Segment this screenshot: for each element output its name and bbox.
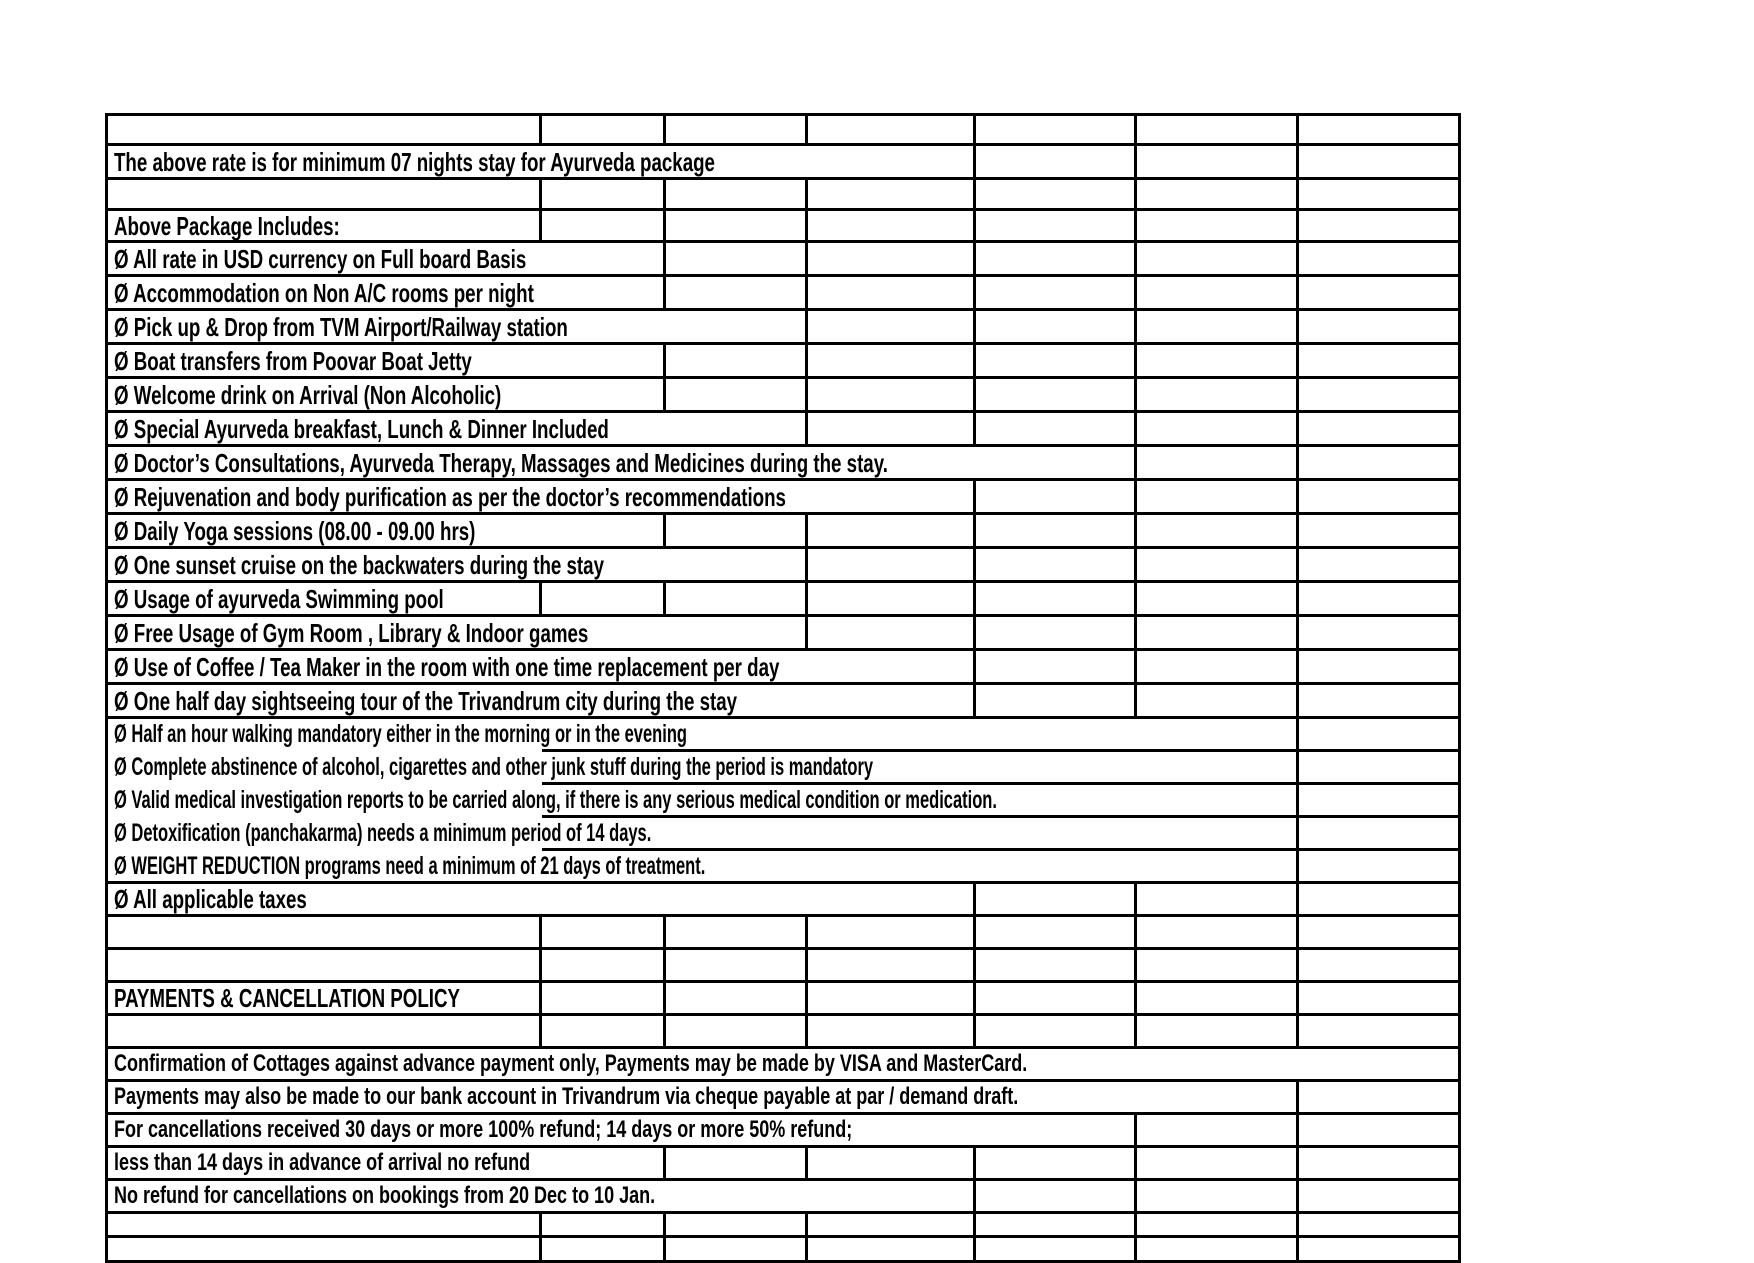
sheet-row — [108, 950, 1461, 983]
cell-text: less than 14 days in advance of arrival no refund — [114, 1149, 531, 1176]
grid-cell — [808, 116, 976, 146]
cell-text: Ø Doctor’s Consultations, Ayurveda Therapy, Massages and Medicines during the stay. — [114, 447, 888, 478]
cell-text: Ø Accommodation on Non A/C rooms per night — [114, 277, 534, 308]
grid-cell — [1299, 413, 1461, 447]
grid-cell — [666, 243, 808, 277]
sheet-row — [108, 345, 1461, 379]
text-cell — [108, 851, 1299, 884]
sheet-row — [108, 785, 1461, 818]
sheet-row — [108, 515, 1461, 549]
grid-cell — [666, 211, 808, 243]
grid-cell — [542, 583, 666, 617]
grid-cell — [976, 515, 1137, 549]
text-cell — [108, 752, 1299, 785]
sheet-row — [108, 1016, 1461, 1049]
grid-cell — [1137, 549, 1299, 583]
grid-cell — [1299, 1214, 1461, 1238]
text-cell — [108, 379, 666, 413]
text-cell — [108, 983, 542, 1016]
sheet-row — [108, 752, 1461, 785]
grid-cell — [1137, 617, 1299, 651]
grid-cell — [1299, 1238, 1461, 1263]
grid-cell — [542, 211, 666, 243]
grid-cell — [1299, 345, 1461, 379]
cell-text: Ø Complete abstinence of alcohol, cigarettes and other junk stuff during the period is mandatory — [114, 752, 874, 781]
grid-cell — [1137, 1148, 1299, 1181]
cell-text: PAYMENTS & CANCELLATION POLICY — [114, 983, 460, 1013]
grid-cell — [1299, 1082, 1461, 1115]
grid-cell — [108, 1214, 542, 1238]
grid-cell — [1299, 1148, 1461, 1181]
grid-cell — [1137, 180, 1299, 211]
grid-cell — [666, 345, 808, 379]
grid-cell — [976, 617, 1137, 651]
cell-text: Ø Free Usage of Gym Room , Library & Indoor games — [114, 617, 589, 648]
grid-cell — [976, 884, 1137, 917]
cell-text: Payments may also be made to our bank account in Trivandrum via cheque payable at par / demand draft. — [114, 1083, 1019, 1110]
text-cell — [108, 685, 976, 719]
grid-cell — [666, 1238, 808, 1263]
cell-text: Ø One sunset cruise on the backwaters during the stay — [114, 549, 604, 580]
grid-cell — [976, 180, 1137, 211]
text-cell — [108, 481, 976, 515]
grid-cell — [1299, 481, 1461, 515]
text-cell — [108, 1148, 666, 1181]
grid-cell — [1137, 447, 1299, 481]
grid-cell — [1299, 719, 1461, 752]
grid-cell — [1299, 1016, 1461, 1049]
grid-cell — [808, 211, 976, 243]
cell-text: Above Package Includes: — [114, 210, 340, 241]
grid-cell — [976, 983, 1137, 1016]
grid-cell — [1137, 277, 1299, 311]
grid-cell — [808, 617, 976, 651]
grid-cell — [666, 1214, 808, 1238]
text-cell — [108, 211, 542, 243]
grid-cell — [666, 379, 808, 413]
grid-cell — [666, 515, 808, 549]
grid-cell — [1299, 116, 1461, 146]
grid-cell — [542, 180, 666, 211]
grid-cell — [1137, 413, 1299, 447]
grid-cell — [108, 1016, 542, 1049]
sheet-row — [108, 1082, 1461, 1115]
grid-cell — [1299, 211, 1461, 243]
grid-cell — [1299, 146, 1461, 180]
grid-cell — [1299, 851, 1461, 884]
text-cell — [108, 884, 976, 917]
grid-cell — [808, 379, 976, 413]
grid-cell — [666, 116, 808, 146]
grid-cell — [808, 583, 976, 617]
grid-cell — [808, 1016, 976, 1049]
grid-cell — [976, 277, 1137, 311]
grid-cell — [542, 1238, 666, 1263]
grid-cell — [1299, 884, 1461, 917]
grid-cell — [108, 917, 542, 950]
grid-cell — [976, 950, 1137, 983]
grid-cell — [976, 1181, 1137, 1214]
cell-text: Ø All applicable taxes — [114, 884, 307, 914]
grid-cell — [976, 116, 1137, 146]
grid-cell — [1137, 1115, 1299, 1148]
grid-cell — [1137, 884, 1299, 917]
grid-cell — [976, 917, 1137, 950]
sheet-row — [108, 1049, 1461, 1082]
grid-cell — [1137, 1016, 1299, 1049]
grid-cell — [666, 583, 808, 617]
grid-cell — [976, 413, 1137, 447]
grid-cell — [666, 983, 808, 1016]
grid-cell — [1299, 379, 1461, 413]
sheet-row — [108, 481, 1461, 515]
cell-text: Ø One half day sightseeing tour of the Trivandrum city during the stay — [114, 685, 738, 716]
grid-cell — [1299, 685, 1461, 719]
grid-cell — [1137, 311, 1299, 345]
sheet-row — [108, 146, 1461, 180]
text-cell — [108, 243, 666, 277]
grid-cell — [808, 180, 976, 211]
grid-cell — [976, 211, 1137, 243]
text-cell — [108, 818, 1299, 851]
cell-text: Ø Usage of ayurveda Swimming pool — [114, 583, 444, 614]
grid-cell — [1299, 651, 1461, 685]
grid-cell — [108, 116, 542, 146]
grid-cell — [976, 549, 1137, 583]
grid-cell — [808, 243, 976, 277]
sheet-row — [108, 983, 1461, 1016]
grid-cell — [108, 180, 542, 211]
grid-cell — [1137, 583, 1299, 617]
grid-cell — [666, 1016, 808, 1049]
grid-cell — [666, 277, 808, 311]
grid-cell — [1137, 379, 1299, 413]
grid-cell — [1299, 243, 1461, 277]
text-cell — [108, 719, 1299, 752]
grid-cell — [1299, 583, 1461, 617]
grid-cell — [808, 917, 976, 950]
grid-cell — [1137, 1214, 1299, 1238]
sheet-row — [108, 818, 1461, 851]
sheet-row — [108, 917, 1461, 950]
grid-cell — [542, 116, 666, 146]
grid-cell — [1299, 917, 1461, 950]
grid-cell — [542, 983, 666, 1016]
cell-text: Ø WEIGHT REDUCTION programs need a minimum of 21 days of treatment. — [114, 851, 706, 880]
cell-text: The above rate is for minimum 07 nights stay for Ayurveda package — [114, 146, 715, 177]
cell-text: Ø Half an hour walking mandatory either in the morning or in the evening — [114, 719, 687, 748]
sheet-row — [108, 851, 1461, 884]
text-cell — [108, 1181, 976, 1214]
grid-cell — [1299, 983, 1461, 1016]
grid-cell — [1299, 1115, 1461, 1148]
grid-cell — [808, 515, 976, 549]
sheet-row — [108, 180, 1461, 211]
grid-cell — [976, 311, 1137, 345]
grid-cell — [976, 685, 1137, 719]
grid-cell — [542, 1016, 666, 1049]
sheet-row — [108, 1238, 1461, 1263]
grid-cell — [976, 651, 1137, 685]
grid-cell — [808, 549, 976, 583]
grid-cell — [1137, 950, 1299, 983]
sheet-row — [108, 583, 1461, 617]
sheet-row — [108, 447, 1461, 481]
grid-cell — [976, 1214, 1137, 1238]
text-cell — [108, 785, 1299, 818]
grid-cell — [1299, 617, 1461, 651]
grid-cell — [542, 917, 666, 950]
grid-cell — [1299, 818, 1461, 851]
grid-cell — [1137, 116, 1299, 146]
grid-cell — [666, 950, 808, 983]
sheet-row — [108, 1214, 1461, 1238]
grid-cell — [1137, 211, 1299, 243]
grid-cell — [1137, 515, 1299, 549]
grid-cell — [1299, 180, 1461, 211]
grid-cell — [108, 1238, 542, 1263]
grid-cell — [808, 413, 976, 447]
grid-cell — [1137, 685, 1299, 719]
cell-text: Ø Welcome drink on Arrival (Non Alcoholic) — [114, 379, 502, 410]
grid-cell — [1137, 917, 1299, 950]
sheet-row — [108, 719, 1461, 752]
grid-cell — [808, 1214, 976, 1238]
grid-cell — [1299, 515, 1461, 549]
grid-cell — [808, 345, 976, 379]
grid-cell — [976, 583, 1137, 617]
cell-text: Ø Pick up & Drop from TVM Airport/Railway station — [114, 311, 568, 342]
grid-cell — [1299, 549, 1461, 583]
grid-cell — [1299, 1181, 1461, 1214]
sheet-row — [108, 1148, 1461, 1181]
cell-text: Ø Detoxification (panchakarma) needs a minimum period of 14 days. — [114, 818, 652, 847]
text-cell — [108, 651, 976, 685]
grid-cell — [1137, 1181, 1299, 1214]
text-cell — [108, 1049, 1461, 1082]
sheet-row — [108, 1115, 1461, 1148]
text-cell — [108, 1082, 1299, 1115]
grid-cell — [108, 950, 542, 983]
grid-cell — [976, 243, 1137, 277]
sheet-row — [108, 651, 1461, 685]
grid-cell — [1137, 146, 1299, 180]
sheet-row — [108, 617, 1461, 651]
grid-cell — [1137, 651, 1299, 685]
grid-cell — [1137, 243, 1299, 277]
grid-cell — [976, 1016, 1137, 1049]
sheet-row — [108, 884, 1461, 917]
grid-cell — [666, 180, 808, 211]
cell-text: Ø Use of Coffee / Tea Maker in the room with one time replacement per day — [114, 651, 780, 682]
sheet-row — [108, 277, 1461, 311]
grid-cell — [542, 1214, 666, 1238]
text-cell — [108, 515, 666, 549]
grid-cell — [1299, 752, 1461, 785]
grid-cell — [808, 311, 976, 345]
grid-cell — [976, 146, 1137, 180]
grid-cell — [808, 1238, 976, 1263]
grid-cell — [1137, 983, 1299, 1016]
grid-cell — [1299, 277, 1461, 311]
grid-cell — [1137, 481, 1299, 515]
grid-cell — [1299, 785, 1461, 818]
grid-cell — [666, 917, 808, 950]
text-cell — [108, 583, 542, 617]
sheet-row — [108, 116, 1461, 146]
grid-cell — [808, 950, 976, 983]
sheet-row — [108, 549, 1461, 583]
grid-cell — [976, 345, 1137, 379]
text-cell — [108, 447, 1137, 481]
grid-cell — [976, 481, 1137, 515]
cell-text: Ø All rate in USD currency on Full board Basis — [114, 243, 527, 274]
grid-cell — [542, 950, 666, 983]
grid-cell — [1299, 950, 1461, 983]
grid-cell — [1299, 447, 1461, 481]
grid-cell — [976, 1148, 1137, 1181]
sheet-row — [108, 211, 1461, 243]
cell-text: Ø Valid medical investigation reports to be carried along, if there is any serious medical condition or medication. — [114, 785, 997, 814]
grid-cell — [1137, 345, 1299, 379]
sheet-row — [108, 311, 1461, 345]
text-cell — [108, 413, 808, 447]
cell-text: No refund for cancellations on bookings from 20 Dec to 10 Jan. — [114, 1182, 656, 1209]
sheet-row — [108, 243, 1461, 277]
text-cell — [108, 311, 808, 345]
cell-text: Ø Rejuvenation and body purification as per the doctor’s recommendations — [114, 481, 786, 512]
text-cell — [108, 345, 666, 379]
spreadsheet-table — [105, 113, 1461, 1263]
grid-cell — [808, 277, 976, 311]
text-cell — [108, 549, 808, 583]
grid-cell — [976, 379, 1137, 413]
sheet-row — [108, 379, 1461, 413]
text-cell — [108, 617, 808, 651]
cell-text: For cancellations received 30 days or more 100% refund; 14 days or more 50% refund; — [114, 1116, 853, 1143]
grid-cell — [808, 983, 976, 1016]
sheet-row — [108, 413, 1461, 447]
cell-text: Ø Daily Yoga sessions (08.00 - 09.00 hrs) — [114, 515, 476, 546]
sheet-row — [108, 685, 1461, 719]
grid-cell — [1299, 311, 1461, 345]
cell-text: Ø Special Ayurveda breakfast, Lunch & Dinner Included — [114, 413, 609, 444]
text-cell — [108, 146, 976, 180]
grid-cell — [808, 1148, 976, 1181]
text-cell — [108, 1115, 1137, 1148]
cell-text: Confirmation of Cottages against advance payment only, Payments may be made by VISA and MasterCard. — [114, 1050, 1028, 1077]
grid-cell — [666, 1148, 808, 1181]
grid-cell — [1137, 1238, 1299, 1263]
text-cell — [108, 277, 666, 311]
grid-cell — [976, 1238, 1137, 1263]
sheet-row — [108, 1181, 1461, 1214]
cell-text: Ø Boat transfers from Poovar Boat Jetty — [114, 345, 472, 376]
